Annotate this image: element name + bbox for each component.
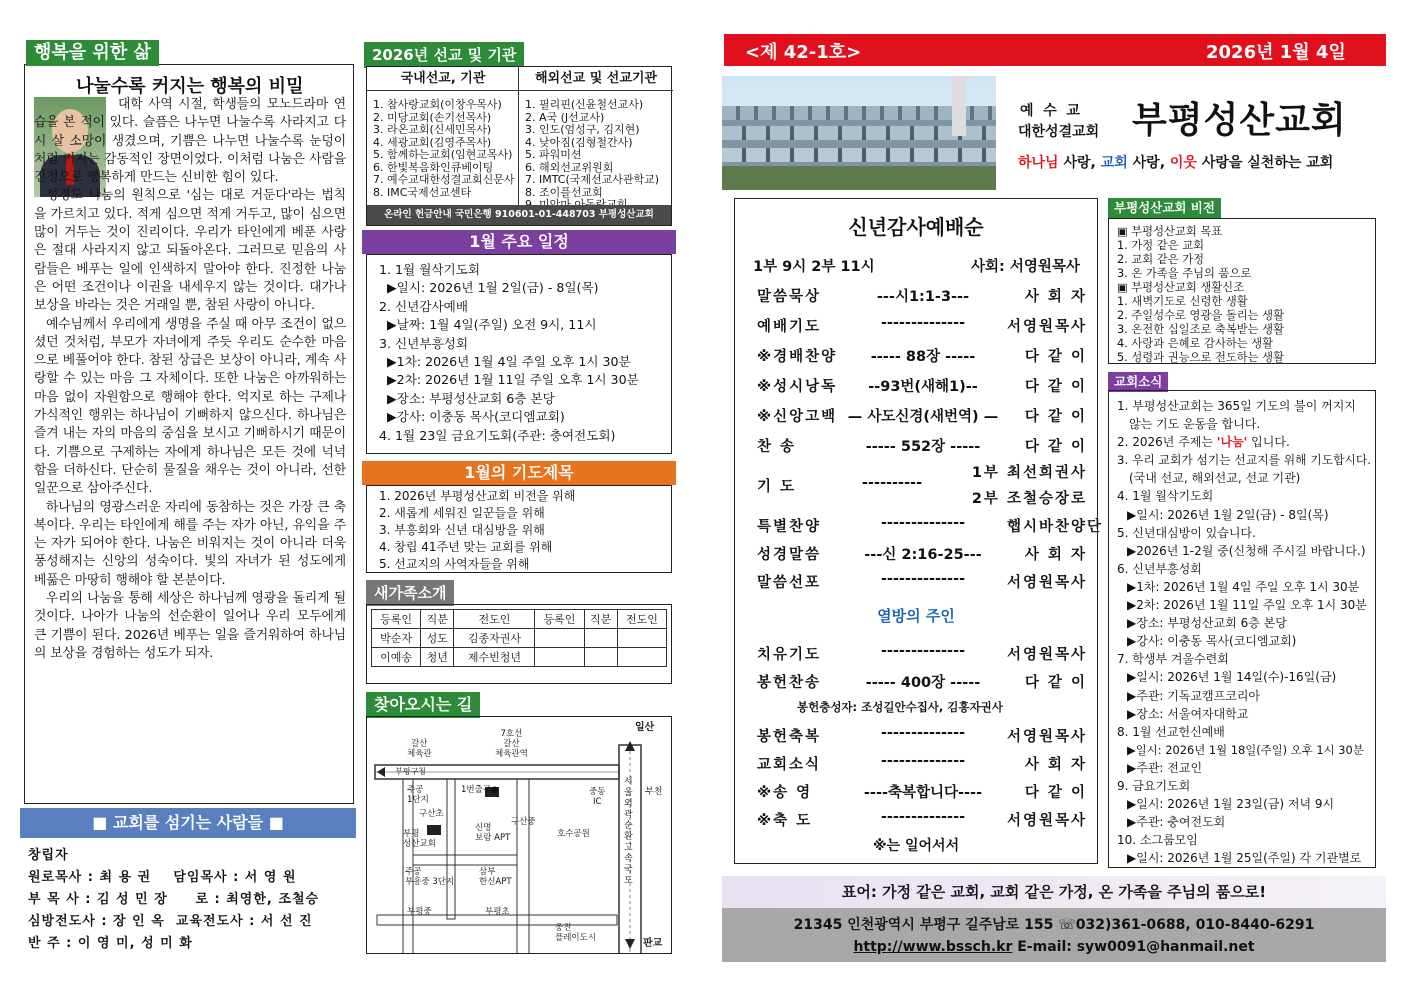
essay-p4: 하나님의 영광스러운 자리에 동참하는 것은 가장 큰 축복이다. 우리는 타인에게 해를 주는 자가 아닌, 유익을 주는 자가 되어야 한다. 나눔은 비워지는 것이 아니라 더욱 풍성해지는 신앙의 성숙이다. 빛의 자녀가 된 성도에게 베풂은 마땅히 행해야 할 본분이다. <box>34 499 346 588</box>
family-cell: 청년 <box>421 648 454 667</box>
family-cell: 이예송 <box>372 648 421 667</box>
news-1b: 않는 기도 운동을 합니다. <box>1129 417 1261 432</box>
offering-account: 온라인 헌금안내 국민은행 910601-01-448703 부평성산교회 <box>367 205 671 225</box>
schedule-line: ▶강사: 이충동 목사(코디엠교회) <box>387 409 565 425</box>
jan-title: 1월 주요 일정 <box>362 230 676 254</box>
order-detail: -------------- <box>880 753 966 769</box>
news-line: ▶장소: 서울여자대학교 <box>1127 706 1249 721</box>
map-gym: 갈산 체육관 <box>407 739 432 759</box>
order-leader: 서영원목사 <box>1007 647 1088 663</box>
news-list <box>1109 391 1375 867</box>
prayer-item: 1. 2026년 부평성산교회 비전을 위해 <box>379 489 576 503</box>
order-item <box>735 671 1097 697</box>
servers-banner: ■ 교회를 섬기는 사람들 ■ <box>20 808 356 838</box>
map-jugong3: 주공 부흥중 3단지 <box>405 867 455 887</box>
essay-title: 나눌수록 커지는 행복의 비밀 <box>76 76 304 97</box>
order-item <box>735 809 1097 835</box>
order-detail: -------------- <box>880 725 966 741</box>
foreign-list <box>521 93 673 218</box>
family-cell: 김종자권사 <box>454 629 535 648</box>
order-detail: ---시1:1-3--- <box>876 289 970 305</box>
family-cell <box>584 629 617 648</box>
church-name: 부평성산교회 <box>1132 100 1347 141</box>
service-title: 신년감사예배순 <box>848 215 984 239</box>
family-header-cell: 전도인 <box>617 610 666 629</box>
essay-body <box>34 96 346 663</box>
order-leader: 다 같 이 <box>1024 785 1087 801</box>
edu-evangelist: 교육전도사 : 서 선 진 <box>175 914 313 929</box>
order-detail: ----- 400장 ----- <box>865 675 981 691</box>
map-gusan: 구산초 <box>419 809 444 819</box>
order-label: 봉헌축복 <box>757 729 822 745</box>
order-label: 치유기도 <box>757 647 822 663</box>
order-item <box>735 515 1104 541</box>
prayer-list <box>367 486 671 573</box>
news-line: ▶주관: 전교인 <box>1127 760 1203 775</box>
website-link[interactable]: http://www.bssch.kr <box>853 939 1013 955</box>
news-line: 10. 소그룹모임 <box>1117 833 1198 848</box>
prayer-item: 4. 창립 41주년 맞는 교회를 위해 <box>379 540 553 554</box>
senior-pastor: 담임목사 : 서 영 원 <box>173 870 297 885</box>
visit-evangelist: 심방전도사 : 장 인 옥 <box>28 914 165 929</box>
map-pangyo: 판교 <box>643 938 663 949</box>
news-line: 5. 신년대심방이 있습니다. <box>1117 525 1256 540</box>
family-row <box>372 629 667 648</box>
family-cell <box>535 629 584 648</box>
order-label: ※송 영 <box>757 785 813 801</box>
family-header-cell: 직분 <box>584 610 617 629</box>
order-detail: ----- 552장 ----- <box>865 439 981 455</box>
order-item <box>735 375 1097 401</box>
news-line: ▶일시: 2026년 1월 18일(주일) 오후 1시 30분 <box>1127 742 1364 757</box>
family-cell <box>535 648 584 667</box>
elders: 로 : 최영한, 조철승 <box>195 892 320 907</box>
schedule-line: 2. 신년감사예배 <box>379 298 469 314</box>
jan-box <box>366 254 672 454</box>
domestic-item: 1. 참사랑교회(이창우목사) <box>373 98 502 111</box>
family-header-cell: 등록인 <box>535 610 584 629</box>
news-2: 2. 2026년 주제는 '나눔' 입니다. <box>1117 435 1290 450</box>
prayer-item: 3. 부흥회와 신년 대심방을 위해 <box>379 523 545 537</box>
order-detail: — 사도신경(새번역) — <box>847 409 999 425</box>
map-jugong1: 주공 1단지 <box>407 785 429 805</box>
family-header-cell: 전도인 <box>454 610 535 629</box>
schedule-line: 1. 1월 월삭기도회 <box>379 262 481 277</box>
vision-line: 1. 가정 같은 교회 <box>1117 239 1205 252</box>
map-sinmyeong: 신명 보람 APT <box>475 823 511 843</box>
map-gusanjung: 구산중 <box>511 817 536 827</box>
news-line: 8. 1월 선교헌신예배 <box>1117 724 1225 739</box>
map-bucheon: 부천 <box>645 787 663 797</box>
order-leader: 서영원목사 <box>1007 729 1088 745</box>
service-order-box <box>734 198 1104 864</box>
order-label: ※신앙고백 <box>757 409 838 425</box>
order-leader: 사 회 자 <box>1024 289 1087 305</box>
vision-line: 4. 사랑과 은혜로 감사하는 생활 <box>1117 337 1274 350</box>
domestic-title: 국내선교, 기관 <box>367 67 519 91</box>
order-leader: 서영원목사 <box>1007 575 1088 591</box>
map-station: 7호선 갈산 체육관역 <box>495 729 528 759</box>
news-line: ▶1차: 2026년 1월 4일 주일 오후 1시 30분 <box>1127 579 1360 594</box>
news-line: ▶일시: 2026년 1월 2일(금) - 8일(목) <box>1127 507 1329 522</box>
map-hosu: 호수공원 <box>557 829 590 839</box>
news-line: ▶일시: 2026년 1월 23일(금) 저녁 9시 <box>1127 797 1335 812</box>
foreign-item: 2. A국 (J선교사) <box>525 110 605 124</box>
order-label: ※축 도 <box>757 813 813 829</box>
family-box <box>366 604 672 684</box>
vision-tag: 부평성산교회 비전 <box>1108 198 1221 218</box>
mission-tag: 2026년 선교 및 기관 <box>364 42 524 68</box>
news-3b: (국내 선교, 해외선교, 선교 기관) <box>1129 471 1301 486</box>
domestic-item: 8. IMC국제선교센타 <box>373 185 472 199</box>
news-line: 4. 1월 월삭기도회 <box>1117 489 1214 504</box>
family-tag: 새가족소개 <box>366 580 454 606</box>
news-line: 9. 금요기도회 <box>1117 778 1191 793</box>
order-detail: -------------- <box>880 515 966 531</box>
church-photo <box>722 76 996 190</box>
domestic-item: 4. 세광교회(김영주목사) <box>373 135 492 149</box>
news-3: 3. 우리 교회가 섬기는 선교지를 위해 기도합시다. <box>1117 453 1372 468</box>
essay-p1: 대학 사역 시절, 학생들의 모노드라마 연습을 본 적이 있다. 슬픔은 나누면 나눌수록 사라지고 다시 살 소망이 생겼으며, 기쁨은 나누면 나눌수록 눈덩이처럼 커지는 감동적인 장면이었다. 이처럼 나눔은 사람을 진정으로 행복하게 만드는 신비한 힘이 있다. <box>34 97 346 186</box>
news-1: 1. 부평성산교회는 365일 기도의 불이 꺼지지 <box>1117 399 1356 413</box>
schedule-line: 4. 1월 23일 금요기도회(주관: 충여전도회) <box>379 427 616 443</box>
address-bar <box>722 908 1386 962</box>
order-item <box>735 435 1097 461</box>
foreign-item: 1. 필리핀(신윤철선교사) <box>525 98 644 111</box>
foreign-item: 8. 조이플선교회 <box>525 185 603 199</box>
news-line: ▶일시: 2026년 1월 14일(수)-16일(금) <box>1127 670 1337 685</box>
happiness-tag: 행복을 위한 삶 <box>26 40 159 66</box>
order-leader: 햅시바찬양단 <box>1007 519 1104 535</box>
order-detail: -------------- <box>880 643 966 659</box>
foreign-title: 해외선교 및 선교기관 <box>519 67 673 91</box>
order-label: ※성시낭독 <box>757 379 838 395</box>
vision-line: 2. 주일성수로 영광을 돌리는 생활 <box>1117 309 1285 322</box>
denomination-2: 대한성결교회 <box>1018 124 1100 140</box>
order-item <box>735 405 1097 431</box>
prayer-item: 5. 선교지의 사역자들을 위해 <box>379 557 530 571</box>
family-header-cell: 직분 <box>421 610 454 629</box>
order-detail: ---신 2:16-25--- <box>864 547 982 563</box>
accompanist: 반 주 : 이 영 미, 성 미 화 <box>28 936 193 951</box>
family-cell: 제수빈청년 <box>454 648 535 667</box>
issue-number: <제 42-1호> <box>745 42 862 63</box>
order-item <box>735 643 1097 669</box>
vision-line: 3. 온전한 십일조로 축복받는 생활 <box>1117 323 1285 336</box>
order-label: 성경말씀 <box>757 547 822 563</box>
order-label: 말씀선포 <box>757 575 822 591</box>
order-item <box>735 753 1097 779</box>
news-line: 6. 신년부흥성회 <box>1117 561 1202 576</box>
vision-line: 1. 새벽기도로 신령한 생활 <box>1117 295 1248 308</box>
order-item <box>735 285 1097 311</box>
map-bupyeongjung: 부평중 <box>407 907 432 917</box>
order-item <box>735 725 1097 751</box>
issue-date: 2026년 1월 4일 <box>1206 42 1346 63</box>
jan-list <box>367 255 671 445</box>
map-bupyeongcho: 부평초 <box>485 907 510 917</box>
order-leader: 사 회 자 <box>1024 547 1087 563</box>
map-ilsan: 일산 <box>635 722 655 733</box>
vision-list <box>1109 219 1375 365</box>
order-detail: -------------- <box>880 315 966 331</box>
vision-line: 3. 온 가족을 주님의 품으로 <box>1117 267 1252 280</box>
mission-box <box>366 66 672 226</box>
news-line: ▶주관: 기독교캠프코리아 <box>1127 688 1261 703</box>
schedule-line: ▶날짜: 1월 4일(주일) 오전 9시, 11시 <box>387 317 597 333</box>
family-cell <box>617 648 666 667</box>
order-label: 특별찬양 <box>757 519 822 535</box>
essay-p5: 우리의 나눔을 통해 세상은 하나님께 영광을 돌리게 될 것이다. 나아가 나눔의 선순환이 일어나 우리 모두에게 큰 기쁨이 된다. 2026년 베푸는 일을 즐거워하여 하나님의 보상을 경험하는 성도가 되자. <box>34 591 346 661</box>
map-highway: 서울외곽순환고속국도 <box>624 777 633 886</box>
order-leader: 사 회 자 <box>1024 757 1087 773</box>
order-leader: 다 같 이 <box>1024 379 1087 395</box>
service-time: 1부 9시 2부 11시 <box>753 259 875 275</box>
order-item <box>735 571 1097 597</box>
schedule-line: ▶장소: 부평성산교회 6층 본당 <box>387 390 555 406</box>
order-leader: 다 같 이 <box>1024 349 1087 365</box>
slogan-bar: 표어: 가정 같은 교회, 교회 같은 가정, 온 가족을 주님의 품으로! <box>722 876 1386 908</box>
schedule-line: ▶일시: 2026년 1월 2일(금) - 8일(목) <box>387 280 599 296</box>
map-ungjin: 웅진 플레이도시 <box>555 923 597 943</box>
order-label: 교회소식 <box>757 757 822 773</box>
prayer-box <box>366 485 672 573</box>
order-item <box>735 543 1097 569</box>
order-prayer: 기 도 ---------- 1부 최선희권사 2부 조철승장로 <box>757 465 1087 507</box>
news-line: ▶강사: 이충동 목사(코디엠교회) <box>1127 634 1297 649</box>
domestic-item: 5. 함께하는교회(임현교목사) <box>373 148 513 161</box>
order-detail: ----축복합니다---- <box>863 785 983 801</box>
vision-line: ▣ 부평성산교회 생활신조 <box>1117 281 1244 294</box>
family-cell: 성도 <box>421 629 454 648</box>
order-leader: 서영원목사 <box>1007 319 1088 335</box>
elder-pastor: 원로목사 : 최 용 권 <box>28 870 152 885</box>
order-label: 말씀묵상 <box>757 289 822 305</box>
news-rest <box>1117 487 1371 867</box>
schedule-line: ▶1차: 2026년 1월 4일 주일 오후 1시 30분 <box>387 354 631 370</box>
family-header-cell: 등록인 <box>372 610 421 629</box>
foreign-item: 6. 해외선교위원회 <box>525 160 614 174</box>
email: E-mail: syw0091@hanmail.net <box>1012 939 1255 955</box>
foreign-item: 4. 낮아짐(김형철간사) <box>525 135 633 149</box>
associate-pastor: 부 목 사 : 김 성 민 장 <box>28 892 168 907</box>
domestic-item: 7. 예수교대한성결교회신문사 <box>373 173 515 186</box>
order-item <box>735 781 1097 807</box>
prayer-item: 2. 새롭게 세워진 일꾼들을 위해 <box>379 506 545 520</box>
essay-p3: 예수님께서 우리에게 생명을 주실 때 아무 조건이 없으셨던 것처럼, 부모가 자녀에게 주듯 우리도 순수한 마음으로 베풀어야 한다. 참된 상급은 보상이 아니라, 계속 사랑할 수 있는 마음 그 자체이다. 또한 나눔은 아까워하는 마음 없이 자원함으로 행해야 한다. 억지로 하는 구제나 가식적인 행위는 하나님이 기뻐하지 않으신다. 하나님은 즐겨 내는 자의 마음의 중심을 보시고 기뻐하시기 때문이다. 기쁨으로 구제하는 자에게 하나님은 모든 것에 넉넉함을 더하신다. 단순히 물질을 채우는 것이 아니라, 선한 일꾼으로 삼아주신다. <box>34 316 346 497</box>
directions-tag: 찾아오시는 길 <box>366 692 480 718</box>
order-label: 찬 송 <box>757 439 797 455</box>
founder-label: 창립자 <box>28 848 69 863</box>
map-exit1: 1번출구● <box>461 785 499 795</box>
order-label: ※경배찬양 <box>757 349 838 365</box>
vision-line: 2. 교회 같은 가정 <box>1117 253 1205 266</box>
foreign-item: 5. 파워미션 <box>525 148 582 161</box>
vision-line: 5. 성령과 권능으로 전도하는 생활 <box>1117 351 1285 364</box>
order-leader: 다 같 이 <box>1024 409 1087 425</box>
map-ic: 중동 IC <box>589 787 606 807</box>
map-box <box>366 716 672 954</box>
family-row <box>372 648 667 667</box>
church-motto: 하나님 사랑, 교회 사랑, 이웃 사랑을 실천하는 교회 <box>1018 155 1334 171</box>
order-leader: 서영원목사 <box>1007 813 1088 829</box>
order-detail: --93번(새해1)-- <box>868 379 978 395</box>
offering-servers: 봉헌충성자: 조성길안수집사, 김홍자권사 <box>797 700 1003 714</box>
order-label: 봉헌찬송 <box>757 675 822 691</box>
order-item <box>735 315 1097 341</box>
news-line: ▶장소: 부평성산교회 6층 본당 <box>1127 616 1287 631</box>
foreign-item: 3. 인도(엄성구, 김지현) <box>525 123 640 136</box>
prayer-title: 1월의 기도제목 <box>362 461 676 485</box>
order-leader: 다 같 이 <box>1024 675 1087 691</box>
family-cell <box>617 629 666 648</box>
foreign-item: 7. IMTC(국제선교사관학교) <box>525 173 660 186</box>
schedule-line: 3. 신년부흥성회 <box>379 335 469 351</box>
order-detail: -------------- <box>880 571 966 587</box>
domestic-item: 3. 라온교회(신세민목사) <box>373 123 492 136</box>
order-detail: -------------- <box>880 809 966 825</box>
domestic-item: 6. 한빛복음화인큐베이팅 <box>373 160 494 174</box>
address: 21345 인천광역시 부평구 길주남로 155 ☏032)361-0688, 010-8440-6291 <box>793 917 1315 933</box>
order-label: 예배기도 <box>757 319 822 335</box>
news-line: ▶2차: 2026년 1월 11일 주일 오후 1시 30분 <box>1127 598 1367 613</box>
news-line: 7. 학생부 겨울수련회 <box>1117 652 1229 667</box>
news-box <box>1108 390 1376 868</box>
news-tag: 교회소식 <box>1108 372 1168 392</box>
sermon-title: 열방의 주인 <box>877 607 955 625</box>
news-line: ▶주관: 충여전도회 <box>1127 815 1226 830</box>
vision-line: ▣ 부평성산교회 목표 <box>1117 225 1223 238</box>
servers-list <box>28 845 358 955</box>
essay-p2: 성경도 나눔의 원칙으로 '심는 대로 거둔다'라는 법칙을 가르치고 있다. 적게 심으면 적게 거두고, 많이 심으면 많이 거두는 것이 진리이다. 우리가 타인에게 베푼 사랑은 절대 사라지지 않고 되돌아온다. 그러므로 믿음의 사람들은 베푸는 일에 인색하지 말아야 한다. 진정한 나눔은 어떤 조건이나 이권을 내세우지 않는 것이다. 대가나 보상을 바라는 것은 거래일 뿐, 참된 사랑이 아니다. <box>34 188 346 314</box>
map-church: 부평 성산교회 <box>403 829 436 849</box>
service-host: 사회: 서영원목사 <box>971 259 1080 275</box>
standing-note: ※는 일어서서 <box>873 838 960 854</box>
family-cell: 박순자 <box>372 629 421 648</box>
domestic-list <box>369 93 519 205</box>
news-line: ▶2026년 1-2월 중(신청해 주시길 바랍니다.) <box>1127 543 1366 558</box>
map-gucheong: 부평구청 <box>395 767 426 776</box>
order-leader: 다 같 이 <box>1024 439 1087 455</box>
domestic-item: 2. 미당교회(손기선목사) <box>373 110 492 124</box>
order-item <box>735 345 1097 371</box>
order-detail: ----- 88장 ----- <box>870 349 976 365</box>
map-samboo: 삼부 한신APT <box>479 867 512 887</box>
schedule-line: ▶2차: 2026년 1월 11일 주일 오후 1시 30분 <box>387 372 639 388</box>
news-line: ▶일시: 2026년 1월 25일(주일) 각 기관별로 <box>1127 851 1362 866</box>
family-header-row <box>372 610 667 629</box>
family-cell <box>584 648 617 667</box>
family-table <box>371 609 667 667</box>
denomination-1: 예 수 교 <box>1020 103 1081 119</box>
vision-box <box>1108 218 1376 364</box>
